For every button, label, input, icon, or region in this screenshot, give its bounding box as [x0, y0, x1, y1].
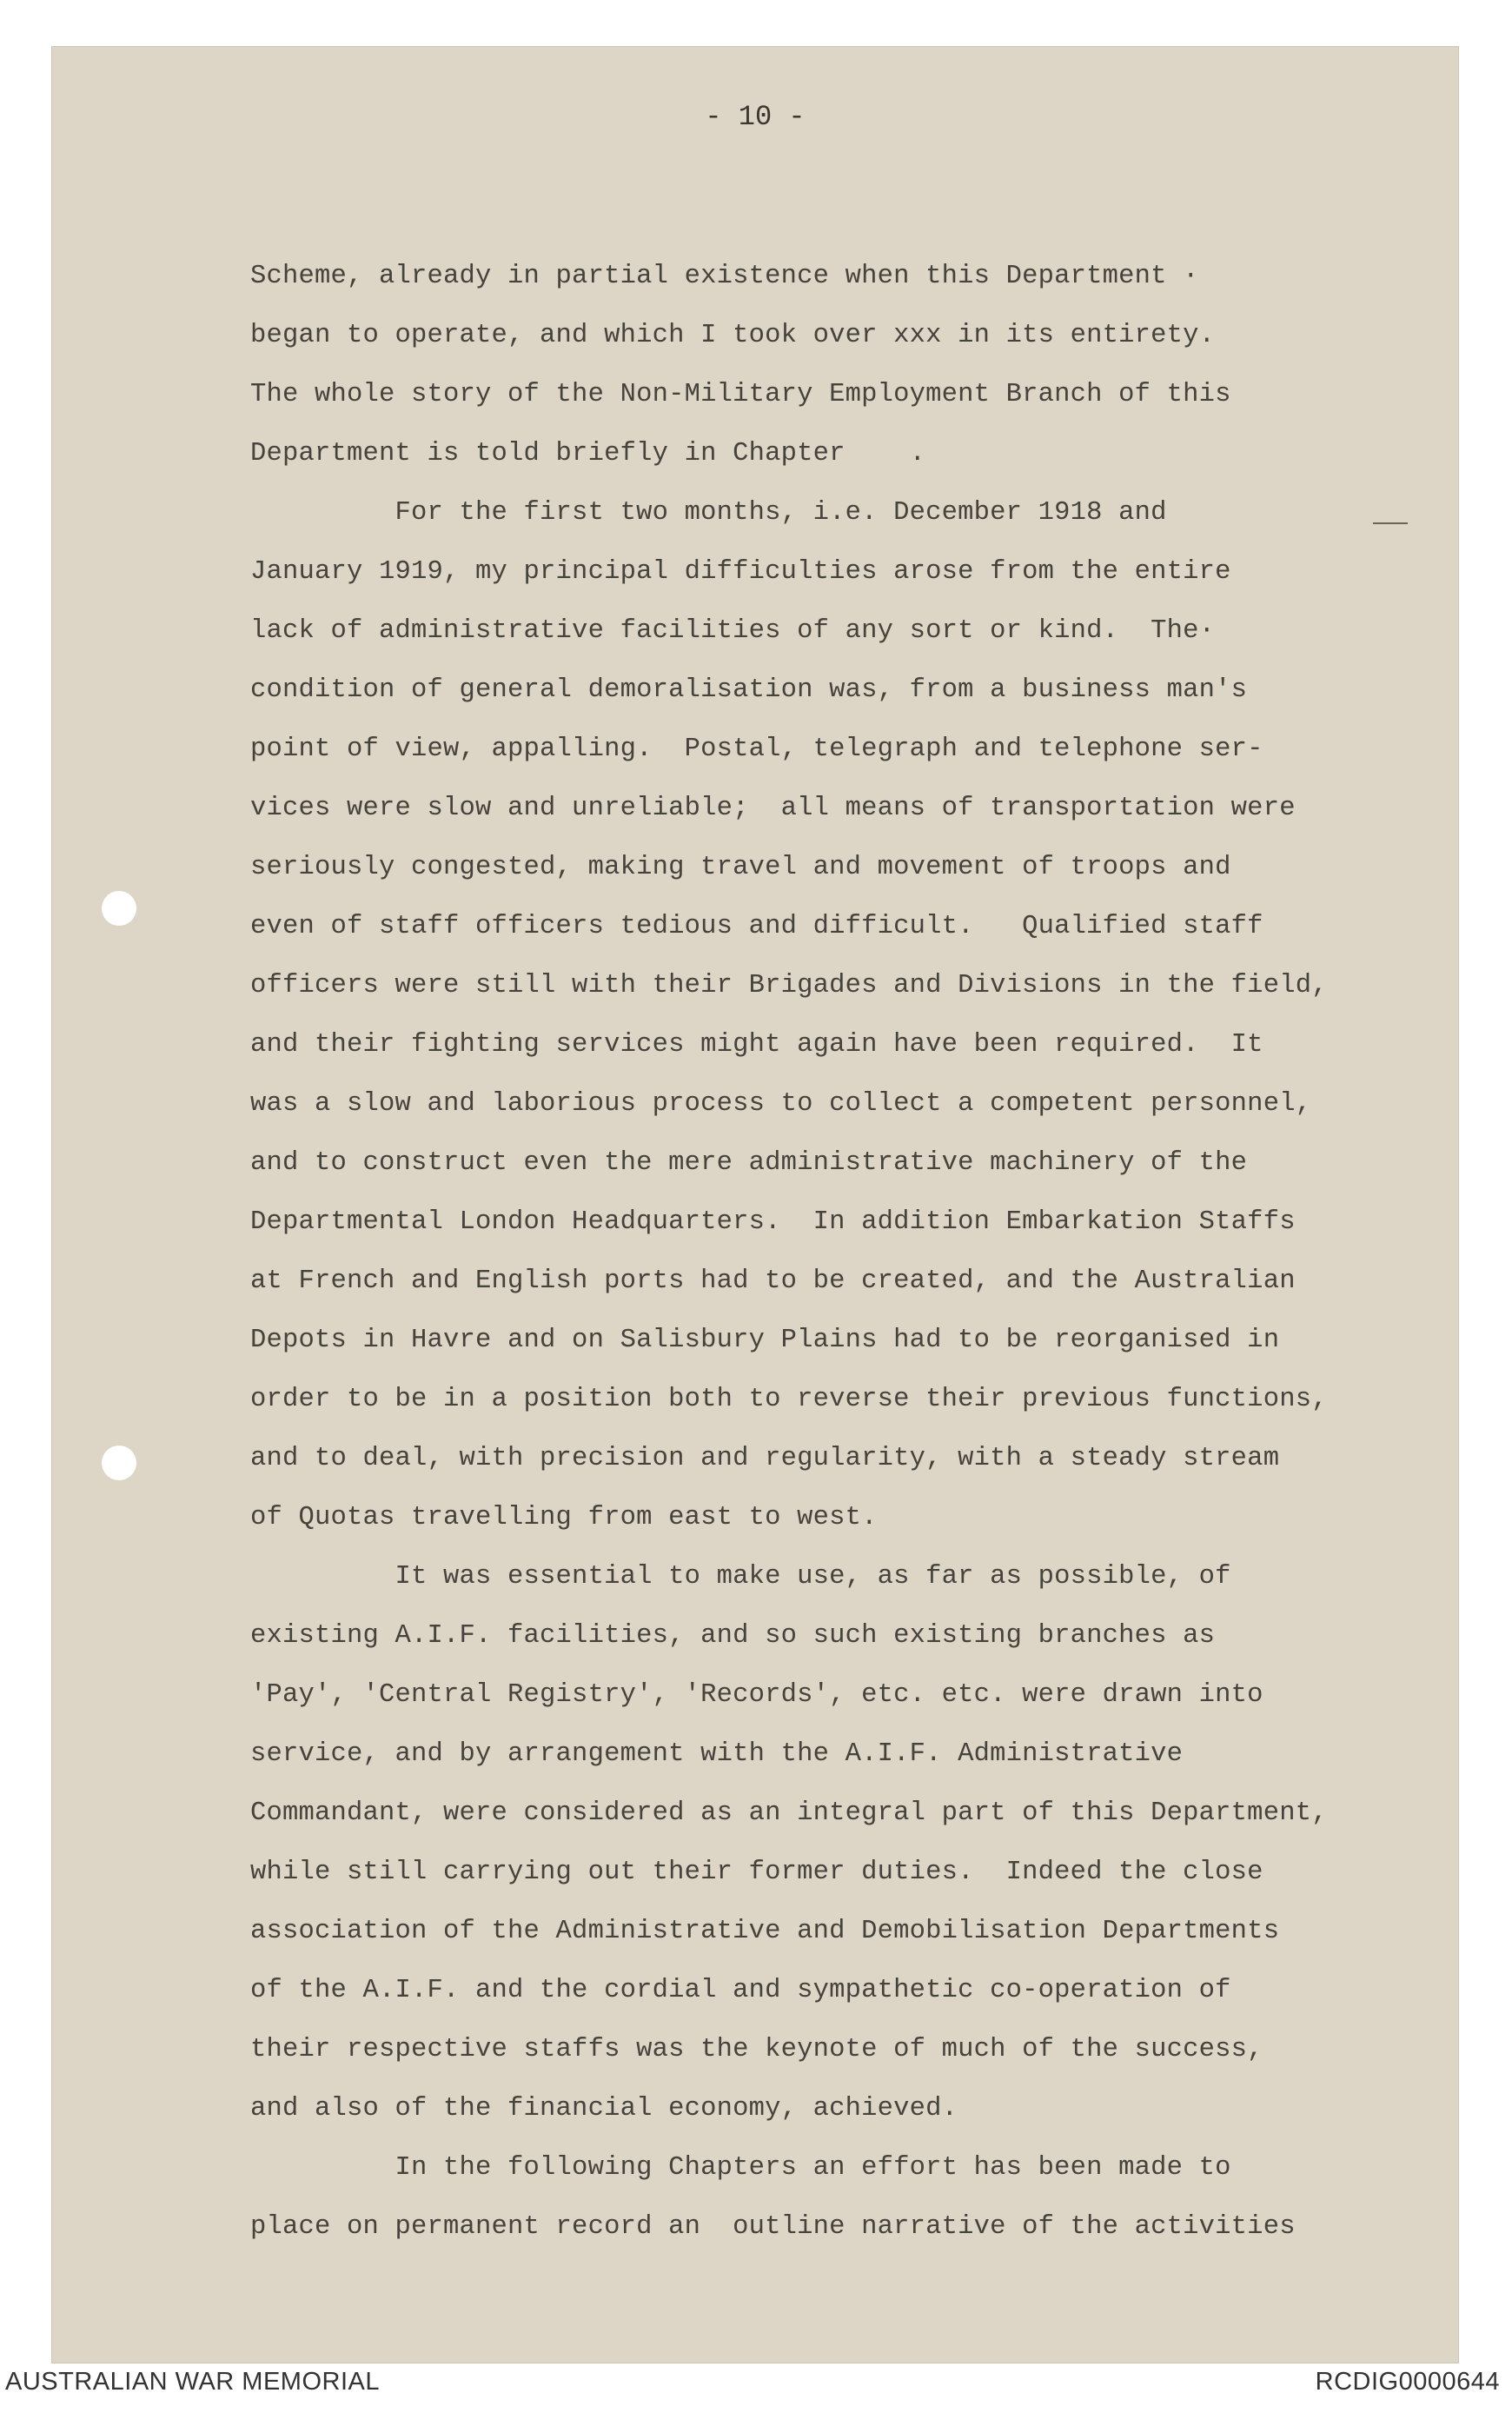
text-line: of the A.I.F. and the cordial and sympathetic co-operation of: [250, 1976, 1231, 2005]
text-line: of Quotas travelling from east to west.: [250, 1503, 878, 1532]
page-number: - 10 -: [705, 101, 806, 133]
text-line: officers were still with their Brigades and Divisions in the field,: [250, 971, 1328, 1000]
text-line: It was essential to make use, as far as possible, of: [250, 1562, 1231, 1592]
punch-hole-top: [102, 891, 136, 926]
text-line: January 1919, my principal difficulties arose from the entire: [250, 557, 1231, 587]
text-line: and to construct even the mere administrative machinery of the: [250, 1148, 1248, 1178]
text-line: at French and English ports had to be created, and the Australian: [250, 1266, 1296, 1296]
text-line: For the first two months, i.e. December 1918 and: [250, 498, 1167, 528]
text-line: Scheme, already in partial existence when this Department ·: [250, 262, 1199, 291]
text-line: was a slow and laborious process to collect a competent personnel,: [250, 1089, 1312, 1119]
footer-institution: AUSTRALIAN WAR MEMORIAL: [5, 2368, 380, 2396]
text-line: existing A.I.F. facilities, and so such existing branches as: [250, 1621, 1216, 1651]
text-line: Depots in Havre and on Salisbury Plains had to be reorganised in: [250, 1326, 1280, 1355]
text-line: point of view, appalling. Postal, telegraph and telephone ser-: [250, 735, 1263, 764]
text-line: seriously congested, making travel and movement of troops and: [250, 853, 1231, 882]
text-line: place on permanent record an outline narrative of the activities: [250, 2212, 1296, 2242]
text-line: even of staff officers tedious and difficult. Qualified staff: [250, 912, 1263, 941]
document-page: [52, 47, 1458, 2363]
text-line: Department is told briefly in Chapter .: [250, 439, 926, 469]
text-line: condition of general demoralisation was, from a business man's: [250, 675, 1248, 705]
text-line: while still carrying out their former duties. Indeed the close: [250, 1858, 1263, 1887]
text-line: their respective staffs was the keynote of much of the success,: [250, 2035, 1263, 2064]
text-line: and their fighting services might again have been required. It: [250, 1030, 1263, 1060]
text-line: association of the Administrative and Demobilisation Departments: [250, 1917, 1280, 1946]
text-line: and to deal, with precision and regularity, with a steady stream: [250, 1444, 1280, 1473]
text-line: and also of the financial economy, achieved.: [250, 2094, 958, 2124]
text-line: began to operate, and which I took over xxx in its entirety.: [250, 321, 1216, 350]
text-line: Commandant, were considered as an integral part of this Department,: [250, 1798, 1328, 1828]
text-line: service, and by arrangement with the A.I.F. Administrative: [250, 1739, 1184, 1769]
text-line: 'Pay', 'Central Registry', 'Records', etc. etc. were drawn into: [250, 1680, 1263, 1710]
typed-text-body: [250, 247, 1467, 2257]
text-line: The whole story of the Non-Military Employment Branch of this: [250, 380, 1231, 409]
text-line: Departmental London Headquarters. In addition Embarkation Staffs: [250, 1207, 1296, 1237]
text-line: vices were slow and unreliable; all means of transportation were: [250, 794, 1296, 823]
punch-hole-bottom: [102, 1446, 136, 1480]
text-line: order to be in a position both to reverse their previous functions,: [250, 1385, 1328, 1414]
text-line: In the following Chapters an effort has been made to: [250, 2153, 1231, 2183]
margin-mark: [1373, 522, 1408, 524]
text-line: lack of administrative facilities of any sort or kind. The·: [250, 616, 1216, 646]
footer-identifier: RCDIG0000644: [1315, 2368, 1500, 2396]
